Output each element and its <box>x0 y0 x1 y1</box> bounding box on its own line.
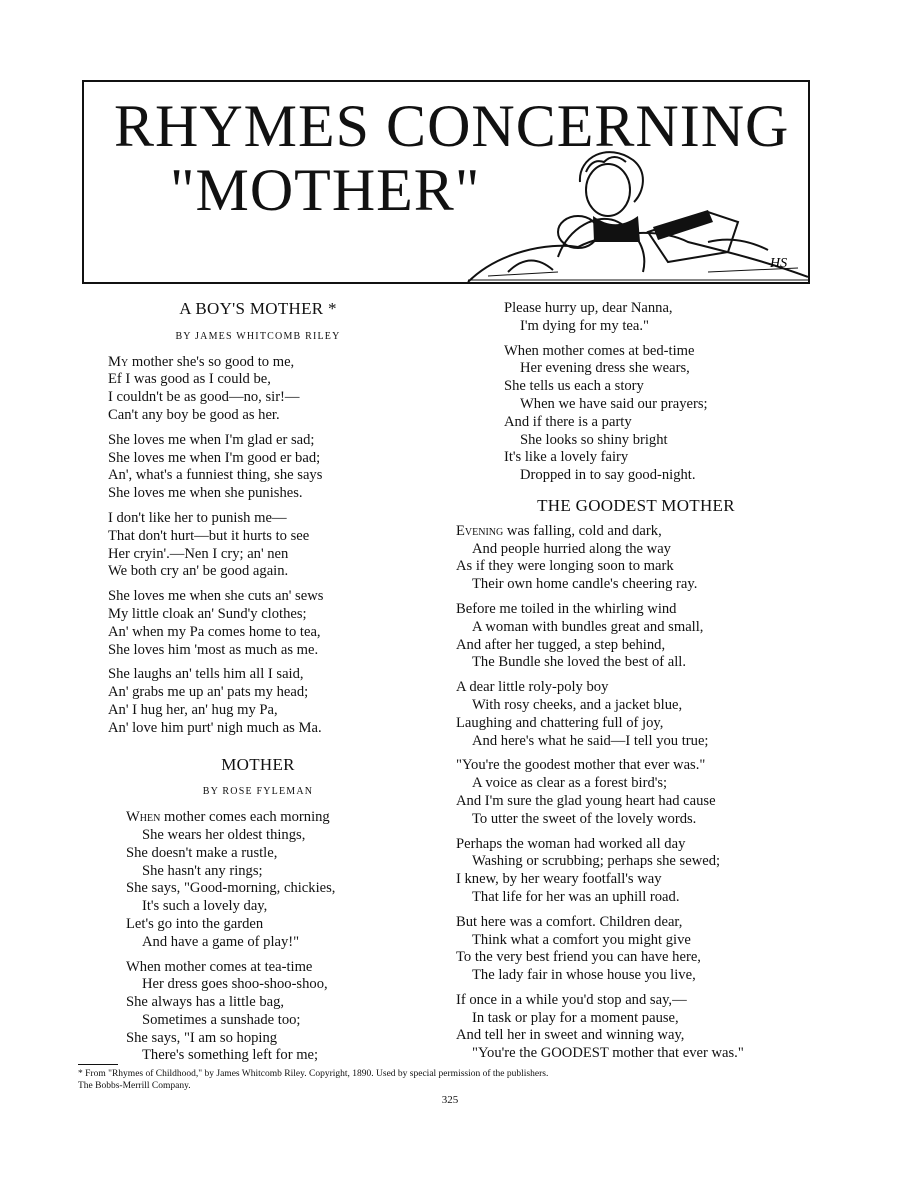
poem-line: Her cryin'.—Nen I cry; an' nen <box>108 545 289 562</box>
poem-line: "You're the GOODEST mother that ever was." <box>472 1045 744 1062</box>
poem-line: She laughs an' tells him all I said, <box>108 666 304 683</box>
footnote-text: * From "Rhymes of Childhood," by James Whitcomb Riley. Copyright, 1890. Used by special permission of the publishers. <box>78 1069 549 1079</box>
poem-line: When we have said our prayers; <box>520 395 708 412</box>
poem-line: And people hurried along the way <box>472 540 671 557</box>
poem-line: To utter the sweet of the lovely words. <box>472 810 697 827</box>
poem-line: She looks so shiny bright <box>520 431 668 448</box>
poem-line: Can't any boy be good as her. <box>108 406 280 423</box>
poem-line: That life for her was an uphill road. <box>472 888 680 905</box>
poem-byline: BY JAMES WHITCOMB RILEY <box>175 330 341 342</box>
drop-word: My <box>108 353 129 370</box>
poem-line: We both cry an' be good again. <box>108 563 289 580</box>
illustrator-signature: HS <box>770 256 788 271</box>
stanza <box>456 914 836 985</box>
stanza <box>108 354 408 425</box>
poem-line: Let's go into the garden <box>126 915 264 932</box>
poem-line: Her dress goes shoo-shoo-shoo, <box>142 976 328 993</box>
stanza <box>456 679 836 750</box>
poem-line: And have a game of play!" <box>142 933 300 950</box>
left-column <box>108 300 408 1072</box>
poem-line: A dear little roly-poly boy <box>456 679 609 696</box>
poem-line: She always has a little bag, <box>126 994 285 1011</box>
stanza <box>108 510 408 581</box>
poem-line: She says, "Good-morning, chickies, <box>126 880 336 897</box>
poem-line: With rosy cheeks, and a jacket blue, <box>472 696 683 713</box>
poem-line: Ef I was good as I could be, <box>108 371 271 388</box>
poem-line: When mother comes at bed-time <box>504 342 695 359</box>
poem-line: She says, "I am so hoping <box>126 1029 278 1046</box>
poem-line: As if they were longing soon to mark <box>456 558 674 575</box>
poem-line: If once in a while you'd stop and say,— <box>456 991 687 1008</box>
poem-line: I knew, by her weary footfall's way <box>456 871 662 888</box>
poem-line: A woman with bundles great and small, <box>472 618 704 635</box>
stanza <box>108 432 408 503</box>
poem-line: An' love him purt' nigh much as Ma. <box>108 719 322 736</box>
poem-line: Before me toiled in the whirling wind <box>456 600 677 617</box>
poem-line: Her evening dress she wears, <box>520 360 690 377</box>
poem-line: To the very best friend you can have here, <box>456 949 701 966</box>
poem-title: A BOY'S MOTHER * <box>179 299 337 318</box>
poem-line: I don't like her to punish me— <box>108 509 287 526</box>
poem-line: But here was a comfort. Children dear, <box>456 913 683 930</box>
poem-line: There's something left for me; <box>142 1047 319 1064</box>
stanza <box>486 300 836 336</box>
stanza <box>108 666 408 737</box>
poem-line: She loves me when I'm good er bad; <box>108 449 321 466</box>
poem-title: THE GOODEST MOTHER <box>537 495 735 515</box>
poem-line: Think what a comfort you might give <box>472 931 691 948</box>
poem-line: My little cloak an' Sund'y clothes; <box>108 605 307 622</box>
poem-title: MOTHER <box>221 754 295 774</box>
poem-line: Dropped in to say good-night. <box>520 467 696 484</box>
poem-line: The Bundle she loved the best of all. <box>472 654 686 671</box>
poem-byline: BY ROSE FYLEMAN <box>202 786 314 798</box>
footnote <box>78 1064 818 1092</box>
poem-line: I couldn't be as good—no, sir!— <box>108 389 300 406</box>
poem-line: An' grabs me up an' pats my head; <box>108 684 309 701</box>
poem-line: She loves me when she cuts an' sews <box>108 588 324 605</box>
poem-line: And tell her in sweet and winning way, <box>456 1027 685 1044</box>
right-column <box>456 300 836 1070</box>
poem-line: My mother she's so good to me, <box>108 353 295 370</box>
poem-line: She hasn't any rings; <box>142 862 263 879</box>
stanza <box>108 809 408 951</box>
page-subtitle: "MOTHER" <box>170 157 481 223</box>
stanza <box>456 601 836 672</box>
poem-line: Perhaps the woman had worked all day <box>456 835 686 852</box>
stanza <box>456 992 836 1063</box>
stanza <box>108 959 408 1066</box>
poem-line: A voice as clear as a forest bird's; <box>472 775 668 792</box>
poem-line: An' when my Pa comes home to tea, <box>108 623 321 640</box>
poem-line: She doesn't make a rustle, <box>126 844 278 861</box>
poem-line: Their own home candle's cheering ray. <box>472 576 698 593</box>
poem-line: She tells us each a story <box>504 378 644 395</box>
poem-line: Sometimes a sunshade too; <box>142 1011 301 1028</box>
stanza <box>456 836 836 907</box>
stanza <box>108 588 408 659</box>
poem-line: She loves him 'most as much as me. <box>108 641 319 658</box>
drop-word: Evening <box>456 522 504 539</box>
drop-word: When <box>126 809 161 826</box>
poem-line: Please hurry up, dear Nanna, <box>504 300 673 316</box>
mother-child-illustration <box>408 132 808 282</box>
poem-line: It's such a lovely day, <box>142 898 268 915</box>
stanza <box>456 757 836 828</box>
poem-line: I'm dying for my tea." <box>520 317 649 334</box>
poem-line: It's like a lovely fairy <box>504 449 629 466</box>
header-banner <box>82 80 810 284</box>
poem-line: And if there is a party <box>504 413 632 430</box>
poem-line: She loves me when I'm glad er sad; <box>108 431 315 448</box>
poem-line: And here's what he said—I tell you true; <box>472 732 709 749</box>
footnote-publisher: The Bobbs-Merrill Company. <box>78 1081 191 1091</box>
poem-line: "You're the goodest mother that ever was." <box>456 757 706 774</box>
poem-line: The lady fair in whose house you live, <box>472 967 696 984</box>
page-title: RHYMES CONCERNING <box>114 93 790 159</box>
poem-line: An', what's a funniest thing, she says <box>108 467 323 484</box>
poem-line: Evening was falling, cold and dark, <box>456 522 662 539</box>
poem-line: When mother comes at tea-time <box>126 958 313 975</box>
poem-line: She loves me when she punishes. <box>108 485 303 502</box>
footnote-rule <box>78 1064 118 1065</box>
poem-line: That don't hurt—but it hurts to see <box>108 527 310 544</box>
stanza <box>456 523 836 594</box>
poem-line: And I'm sure the glad young heart had cause <box>456 792 716 809</box>
poem-line: Washing or scrubbing; perhaps she sewed; <box>472 853 721 870</box>
poem-line: She wears her oldest things, <box>142 826 306 843</box>
page-number: 325 <box>441 1094 459 1106</box>
poem-line: In task or play for a moment pause, <box>472 1009 679 1026</box>
poem-line: Laughing and chattering full of joy, <box>456 714 664 731</box>
poem-line: An' I hug her, an' hug my Pa, <box>108 701 278 718</box>
poem-line: When mother comes each morning <box>126 809 330 826</box>
stanza <box>486 343 836 485</box>
poem-line: And after her tugged, a step behind, <box>456 636 666 653</box>
